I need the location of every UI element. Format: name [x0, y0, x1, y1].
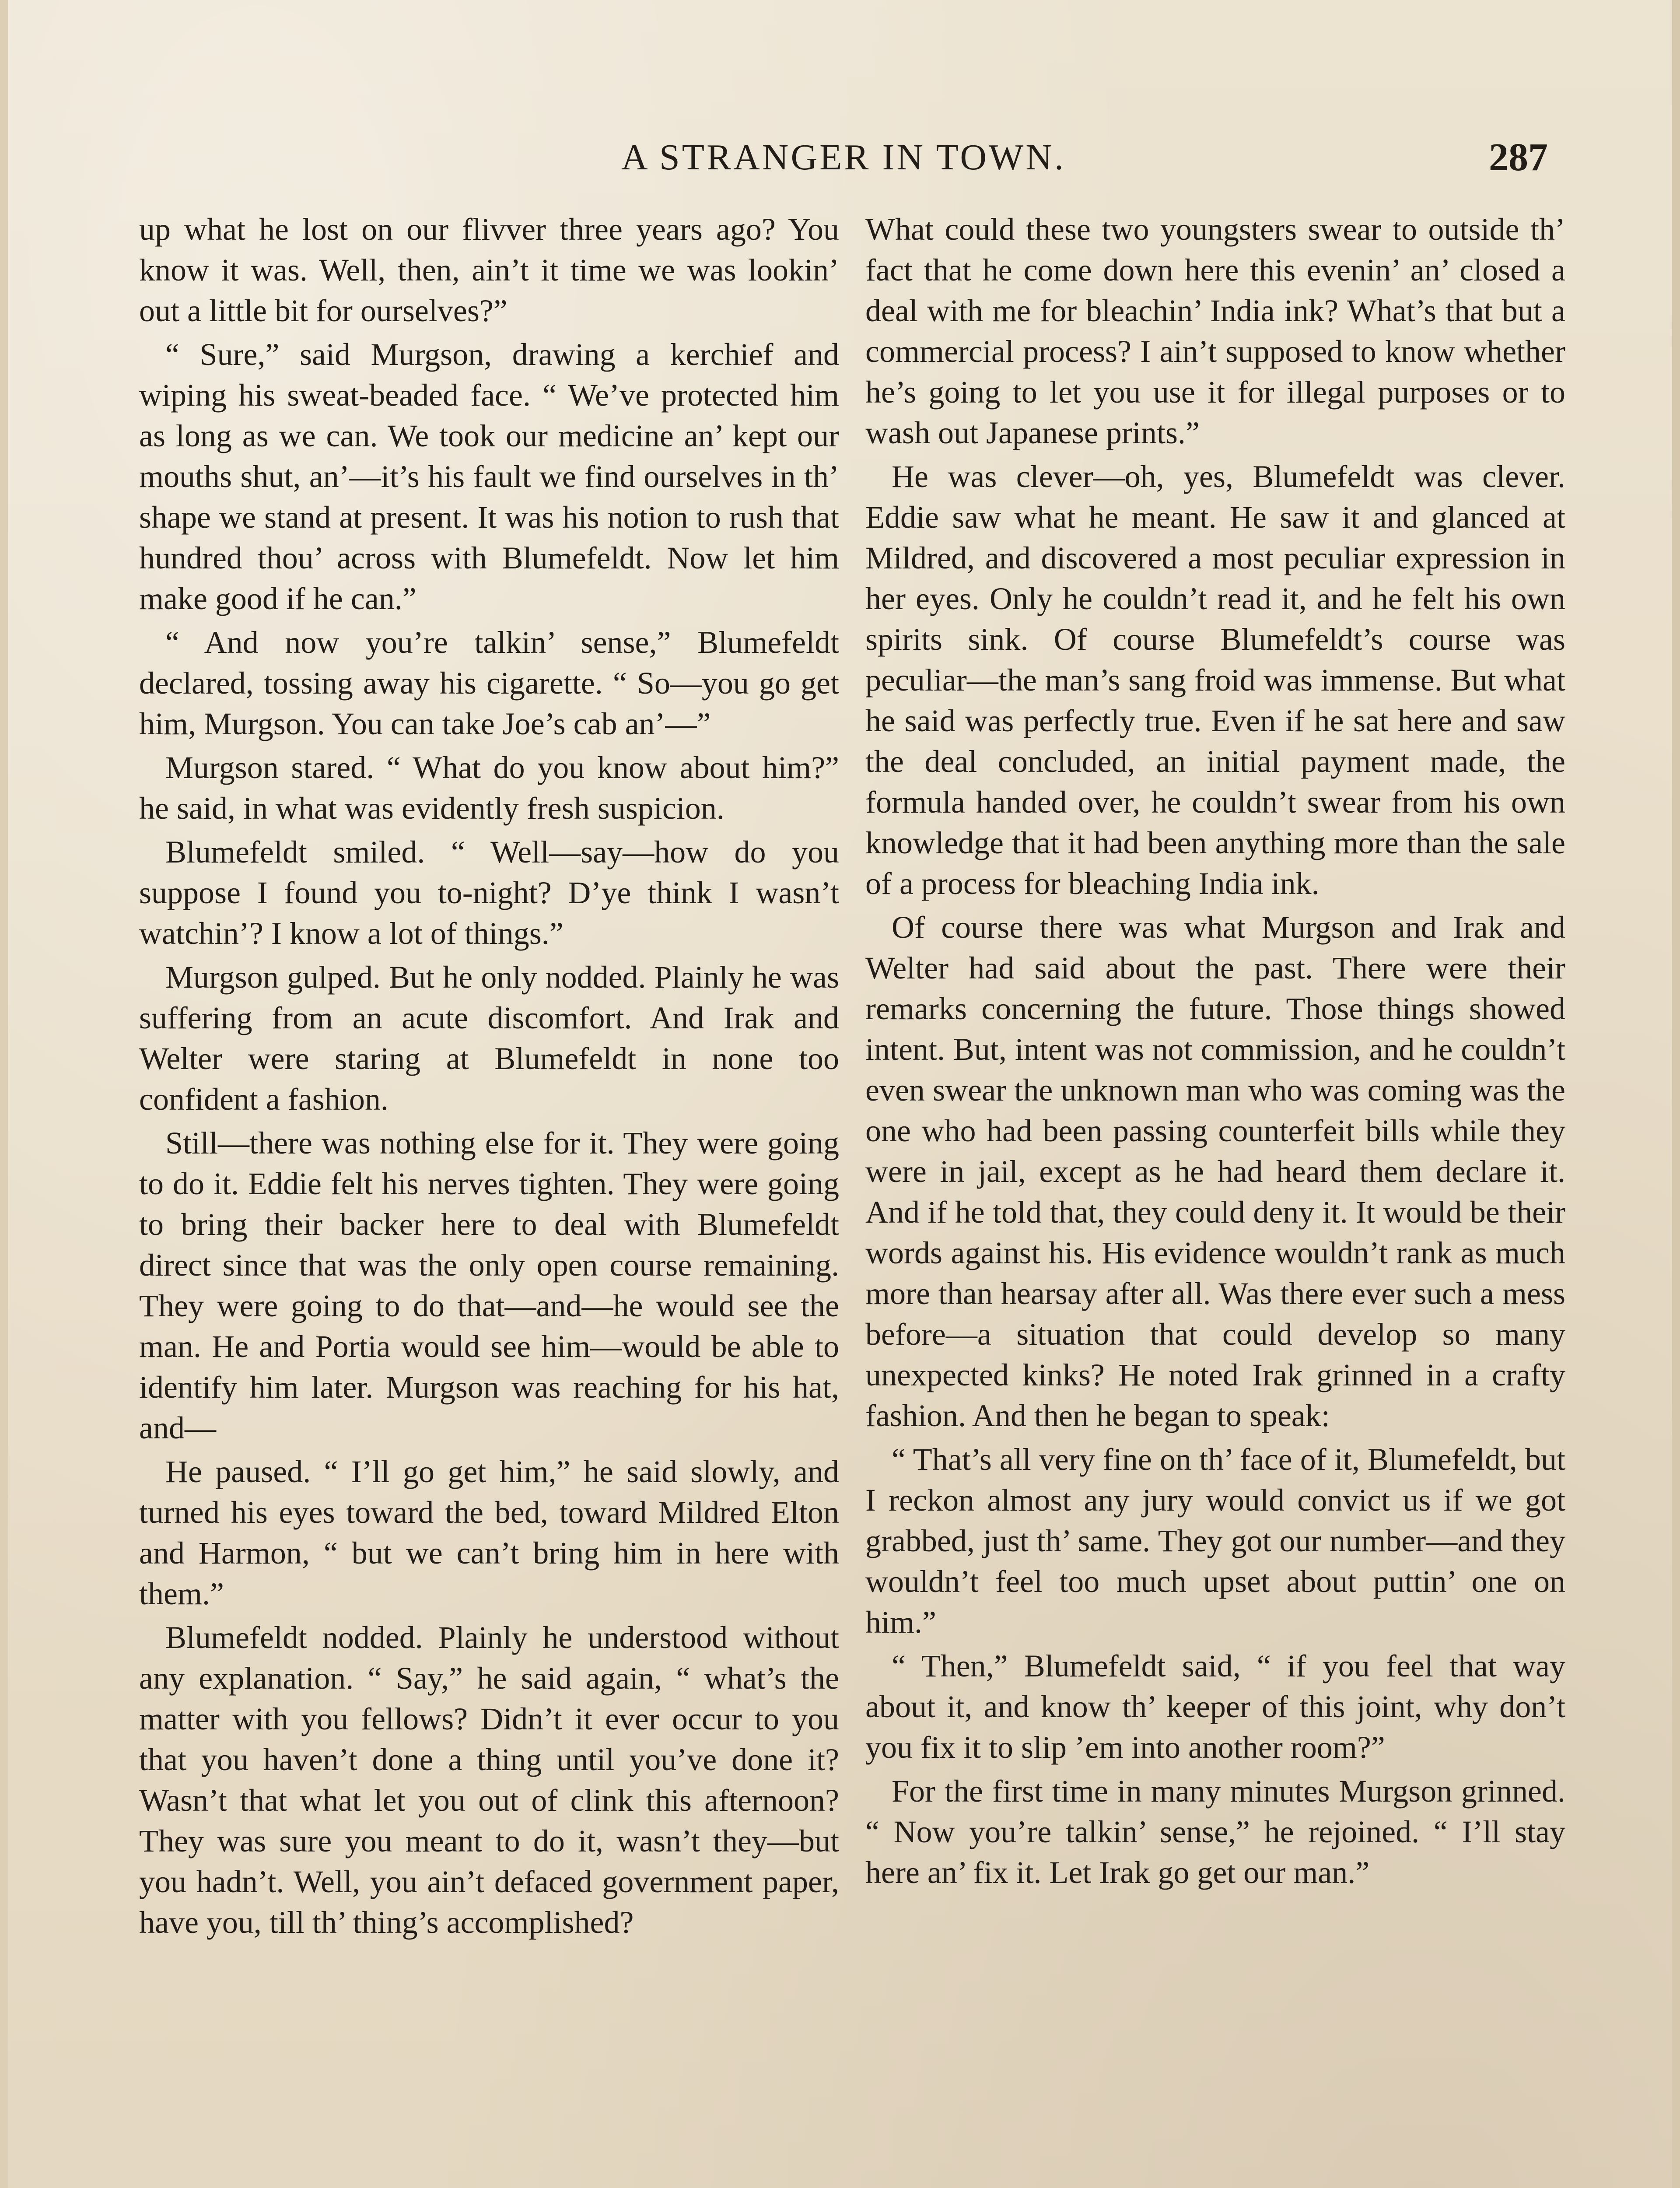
paragraph: up what he lost on our flivver three years ago? You know it was. Well, then, ain’t it time we was lookin’ out a little bit for ourselves?”: [139, 212, 839, 328]
paragraph: He paused. “ I’ll go get him,” he said slowly, and turned his eyes toward the bed, toward Mildred Elton and Harmon, “ but we can’t bring him in here with them.”: [139, 1454, 839, 1611]
paragraph: Murgson stared. “ What do you know about him?” he said, in what was evidently fresh suspicion.: [139, 750, 839, 826]
paragraph: Of course there was what Murgson and Irak and Welter had said about the past. There were their remarks concerning the future. Those things showed intent. But, intent was not commission, and he couldn’t even swear the unknown man who was coming was the one who had been passing counterfeit bills while they were in jail, except as he had heard them declare it. And if he told that, they could deny it. It would be their words against his. His evidence wouldn’t rank as much more than hearsay after all. Was there ever such a mess before—a situation that could develop so many unexpected kinks? He noted Irak grinned in a crafty fashion. And then he began to speak:: [865, 910, 1565, 1433]
paragraph: “ Then,” Blumefeldt said, “ if you feel that way about it, and know th’ keeper of this joint, why don’t you fix it to slip ’em into another room?”: [865, 1648, 1565, 1765]
paragraph: For the first time in many minutes Murgson grinned. “ Now you’re talkin’ sense,” he rejoined. “ I’ll stay here an’ fix it. Let Irak go get our man.”: [865, 1774, 1565, 1890]
paragraph: “ Sure,” said Murgson, drawing a kerchief and wiping his sweat-beaded face. “ We’ve protected him as long as we can. We took our medicine an’ kept our mouths shut, an’—it’s his fault we find ourselves in th’ shape we stand at present. It was his notion to rush that hundred thou’ across with Blumefeldt. Now let him make good if he can.”: [139, 337, 839, 616]
running-title: A STRANGER IN TOWN.: [621, 137, 1066, 178]
paragraph: “ That’s all very fine on th’ face of it, Blumefeldt, but I reckon almost any jury would convict us if we got grabbed, just th’ same. They got our number—and they wouldn’t feel too much upset about puttin’ one on him.”: [865, 1442, 1565, 1640]
page-number: 287: [1489, 136, 1548, 179]
paragraph: Blumefeldt nodded. Plainly he understood without any explanation. “ Say,” he said again, “ what’s the matter with you fellows? Didn’t it ever occur to you that you haven’t done a thing until you’ve done it? Wasn’t that what let you out of clink this afternoon? They was sure you meant to do it, wasn’t they—but you hadn’t. Well, you ain’t defaced government paper, have you, till th’ thing’s accomplished?: [139, 1620, 839, 1940]
paragraph: What could these two youngsters swear to outside th’ fact that he come down here this evenin’ an’ closed a deal with me for bleachin’ India ink? What’s that but a commercial process? I ain’t supposed to know whether he’s going to let you use it for illegal purposes or to wash out Japanese prints.”: [865, 212, 1565, 450]
paragraph: He was clever—oh, yes, Blumefeldt was clever. Eddie saw what he meant. He saw it and glanced at Mildred, and discovered a most peculiar expression in her eyes. Only he couldn’t read it, and he felt his own spirits sink. Of course Blumefeldt’s course was peculiar—the man’s sang froid was immense. But what he said was perfectly true. Even if he sat here and saw the deal concluded, an initial payment made, the formula handed over, he couldn’t swear from his own knowledge that it had been anything more than the sale of a process for bleaching India ink.: [865, 459, 1565, 901]
paragraph: Still—there was nothing else for it. They were going to do it. Eddie felt his nerves tighten. They were going to bring their backer here to deal with Blumefeldt direct since that was the only open course remaining. They were going to do that—and—he would see the man. He and Portia would see him—would be able to identify him later. Murgson was reaching for his hat, and—: [139, 1126, 839, 1445]
left-column: [139, 209, 839, 2188]
running-head: [139, 131, 1548, 184]
paragraph: “ And now you’re talkin’ sense,” Blumefeldt declared, tossing away his cigarette. “ So—you go get him, Murgson. You can take Joe’s cab an’—”: [139, 625, 839, 741]
paragraph: Murgson gulped. But he only nodded. Plainly he was suffering from an acute discomfort. And Irak and Welter were staring at Blumefeldt in none too confident a fashion.: [139, 960, 839, 1117]
right-column: [865, 209, 1565, 2188]
paragraph: Blumefeldt smiled. “ Well—say—how do you suppose I found you to-night? D’ye think I wasn’t watchin’? I know a lot of things.”: [139, 835, 839, 951]
